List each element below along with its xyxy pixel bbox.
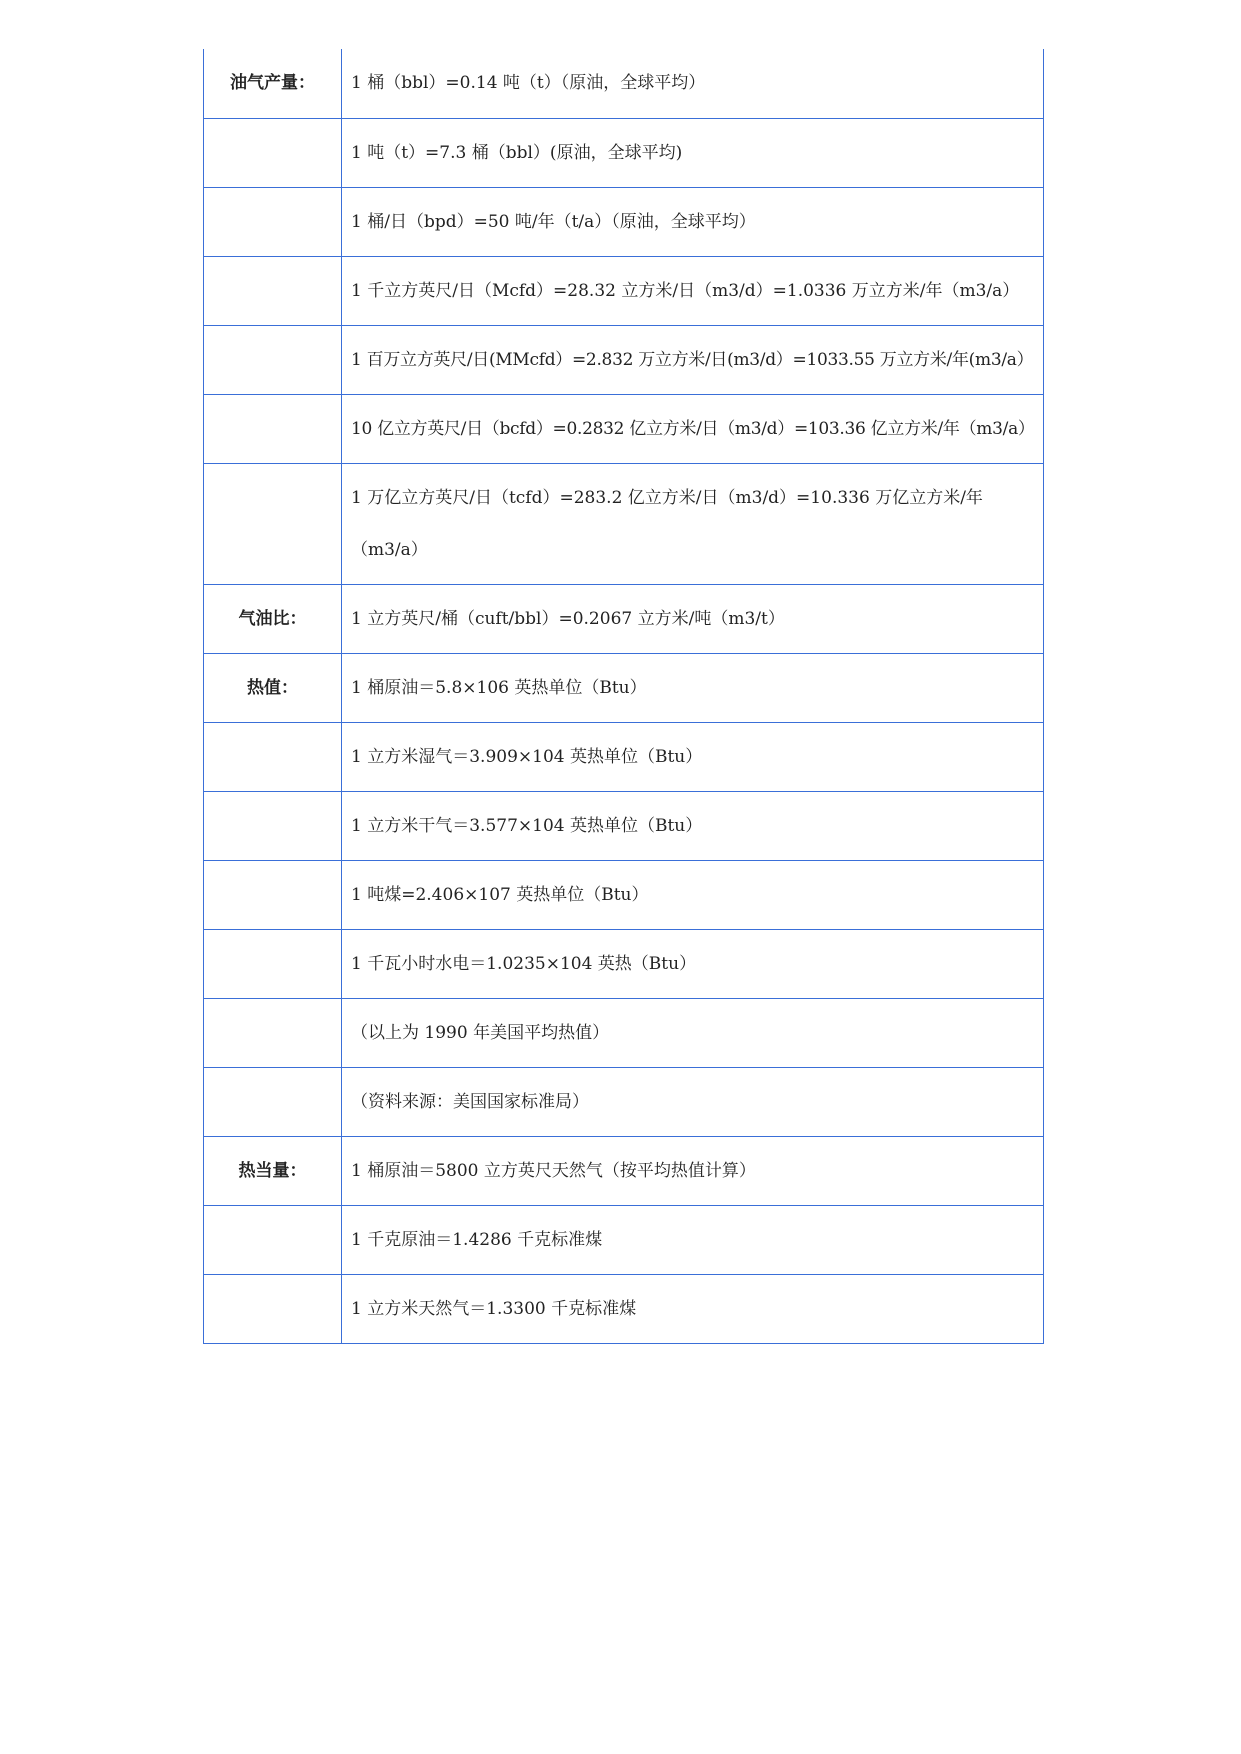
row-label <box>204 463 342 584</box>
row-value: 1 吨（t）=7.3 桶（bbl）(原油，全球平均) <box>342 118 1044 187</box>
row-label <box>204 1067 342 1136</box>
table-row <box>204 722 1044 791</box>
row-label <box>204 791 342 860</box>
row-value: 1 立方米湿气＝3.909×104 英热单位（Btu） <box>342 722 1044 791</box>
row-value: （以上为 1990 年美国平均热值） <box>342 998 1044 1067</box>
table-row <box>204 791 1044 860</box>
row-label: 热值： <box>204 653 342 722</box>
table-row <box>204 584 1044 653</box>
row-label: 气油比： <box>204 584 342 653</box>
table-row <box>204 929 1044 998</box>
row-value: 1 千立方英尺/日（Mcfd）=28.32 立方米/日（m3/d）=1.0336 万立方米/年（m3/a） <box>342 256 1044 325</box>
table-row <box>204 325 1044 394</box>
row-label <box>204 325 342 394</box>
row-value: 1 千克原油＝1.4286 千克标准煤 <box>342 1205 1044 1274</box>
table-row <box>204 463 1044 584</box>
table-row <box>204 394 1044 463</box>
row-value: 1 桶原油＝5.8×106 英热单位（Btu） <box>342 653 1044 722</box>
row-label <box>204 256 342 325</box>
row-value: 1 桶原油＝5800 立方英尺天然气（按平均热值计算） <box>342 1136 1044 1205</box>
table-row <box>204 187 1044 256</box>
row-label <box>204 394 342 463</box>
row-label <box>204 929 342 998</box>
conversion-table <box>203 49 1044 1344</box>
row-value: 1 桶（bbl）=0.14 吨（t）（原油，全球平均） <box>342 49 1044 118</box>
row-label <box>204 722 342 791</box>
row-value: 1 立方米干气＝3.577×104 英热单位（Btu） <box>342 791 1044 860</box>
table-row <box>204 1136 1044 1205</box>
row-label: 热当量： <box>204 1136 342 1205</box>
table-row <box>204 118 1044 187</box>
row-value: 1 千瓦小时水电＝1.0235×104 英热（Btu） <box>342 929 1044 998</box>
table-row <box>204 1274 1044 1343</box>
row-value: （资料来源：美国国家标准局） <box>342 1067 1044 1136</box>
table-row <box>204 256 1044 325</box>
table-row <box>204 860 1044 929</box>
row-label: 油气产量： <box>204 49 342 118</box>
row-label <box>204 118 342 187</box>
row-label <box>204 998 342 1067</box>
table-row <box>204 49 1044 118</box>
table-row <box>204 1067 1044 1136</box>
row-value: 1 桶/日（bpd）=50 吨/年（t/a）（原油，全球平均） <box>342 187 1044 256</box>
row-value: 1 立方英尺/桶（cuft/bbl）=0.2067 立方米/吨（m3/t） <box>342 584 1044 653</box>
row-value: 1 百万立方英尺/日(MMcfd）=2.832 万立方米/日(m3/d）=1033.55 万立方米/年(m3/a） <box>342 325 1044 394</box>
table-row <box>204 998 1044 1067</box>
table-row <box>204 1205 1044 1274</box>
row-label <box>204 1274 342 1343</box>
row-value: 1 万亿立方英尺/日（tcfd）=283.2 亿立方米/日（m3/d）=10.336 万亿立方米/年（m3/a） <box>342 463 1044 584</box>
row-label <box>204 1205 342 1274</box>
row-value: 1 吨煤=2.406×107 英热单位（Btu） <box>342 860 1044 929</box>
row-value: 1 立方米天然气＝1.3300 千克标准煤 <box>342 1274 1044 1343</box>
table-row <box>204 653 1044 722</box>
row-label <box>204 187 342 256</box>
row-label <box>204 860 342 929</box>
row-value: 10 亿立方英尺/日（bcfd）=0.2832 亿立方米/日（m3/d）=103.36 亿立方米/年（m3/a） <box>342 394 1044 463</box>
